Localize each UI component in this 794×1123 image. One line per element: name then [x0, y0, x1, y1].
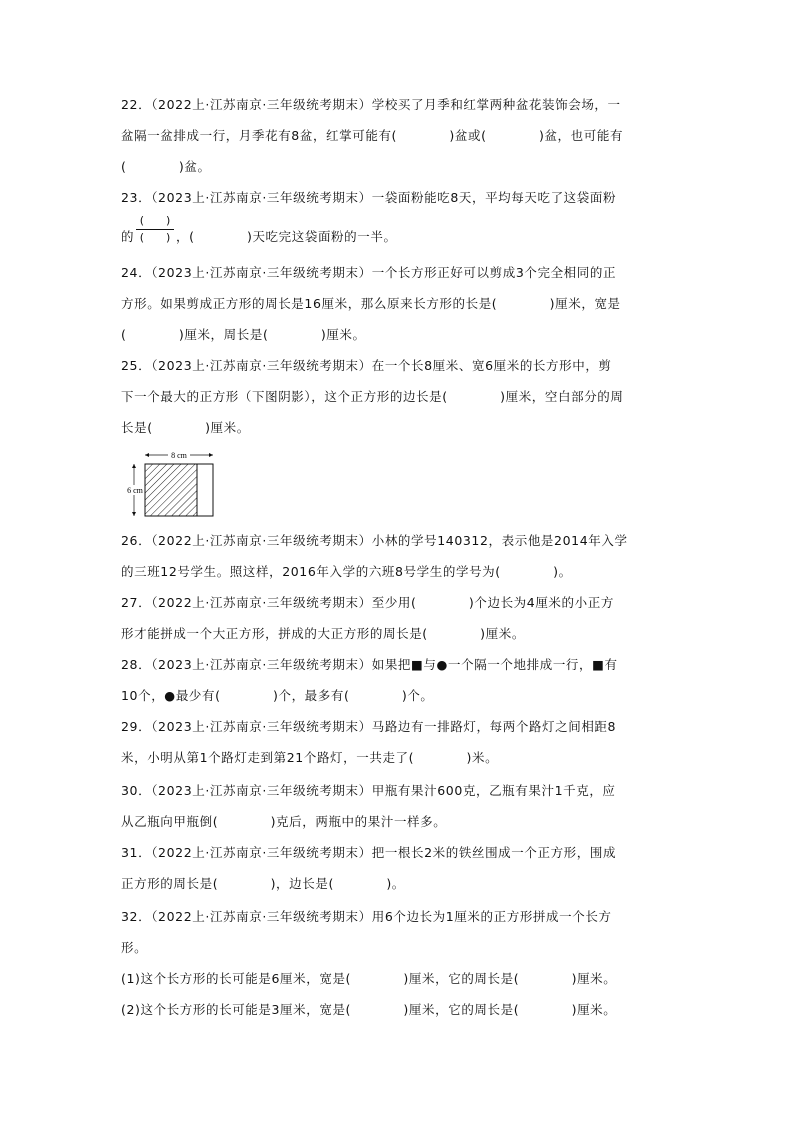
q23-fraction-bar: [136, 229, 174, 230]
q27-line-1: 27．（2022上·江苏南京·三年级统考期末）至少用( )个边长为4厘米的小正方: [121, 595, 614, 610]
q23-fraction: [136, 214, 174, 245]
q31-line-1: 31．（2022上·江苏南京·三年级统考期末）把一根长2米的铁丝围成一个正方形，围成: [121, 845, 617, 860]
q25-rectangle-figure: [124, 450, 219, 520]
q32-part-1: (1)这个长方形的长可能是6厘米，宽是( )厘米，它的周长是( )厘米。: [121, 971, 617, 986]
q31-line-2: 正方形的周长是( )，边长是( )。: [121, 876, 405, 891]
q26-line-1: 26．（2022上·江苏南京·三年级统考期末）小林的学号140312，表示他是2014年入学: [121, 533, 628, 548]
q24-line-1: 24．（2023上·江苏南京·三年级统考期末）一个长方形正好可以剪成3个完全相同的正: [121, 265, 617, 280]
q25-line-1: 25．（2023上·江苏南京·三年级统考期末）在一个长8厘米、宽6厘米的长方形中，剪: [121, 358, 612, 373]
q23-line-2-prefix: 的: [121, 229, 135, 244]
q27-line-2: 形才能拼成一个大正方形，拼成的大正方形的周长是( )厘米。: [121, 626, 525, 641]
q26-line-2: 的三班12号学生。照这样，2016年入学的六班8号学生的学号为( )。: [121, 564, 572, 579]
q22-line-2: 盆隔一盆排成一行，月季花有8盆，红掌可能有( )盆或( )盆，也可能有: [121, 128, 624, 143]
height-label: 6 cm: [127, 486, 143, 495]
width-arrow-left: [145, 453, 149, 457]
q25-line-3: 长是( )厘米。: [121, 420, 250, 435]
q22-line-3: ( )盆。: [121, 159, 211, 174]
q24-line-2: 方形。如果剪成正方形的周长是16厘米，那么原来长方形的长是( )厘米，宽是: [121, 296, 621, 311]
shaded-square: [145, 464, 197, 516]
q30-line-2: 从乙瓶向甲瓶倒( )克后，两瓶中的果汁一样多。: [121, 814, 447, 829]
q22-line-1: 22．（2022上·江苏南京·三年级统考期末）学校买了月季和红掌两种盆花装饰会场，一: [121, 97, 621, 112]
q29-line-2: 米，小明从第1个路灯走到第21个路灯，一共走了( )米。: [121, 750, 499, 765]
width-arrow-right: [209, 453, 213, 457]
q32-part-2: (2)这个长方形的长可能是3厘米，宽是( )厘米，它的周长是( )厘米。: [121, 1002, 617, 1017]
width-label: 8 cm: [171, 451, 187, 460]
q23-line-1: 23．（2023上·江苏南京·三年级统考期末）一袋面粉能吃8天，平均每天吃了这袋面粉: [121, 190, 617, 205]
q28-line-1: 28．（2023上·江苏南京·三年级统考期末）如果把■与●一个隔一个地排成一行，■有: [121, 657, 618, 672]
height-arrow-top: [132, 464, 136, 468]
q28-line-2: 10个，●最少有( )个，最多有( )个。: [121, 688, 434, 703]
q30-line-1: 30．（2023上·江苏南京·三年级统考期末）甲瓶有果汁600克，乙瓶有果汁1千克，应: [121, 783, 616, 798]
height-arrow-bottom: [132, 512, 136, 516]
q23-line-2-rest: ，( )天吃完这袋面粉的一半。: [176, 229, 397, 244]
q23-fraction-denominator: ( ): [139, 231, 171, 244]
q24-line-3: ( )厘米，周长是( )厘米。: [121, 327, 366, 342]
q32-line-1: 32．（2022上·江苏南京·三年级统考期末）用6个边长为1厘米的正方形拼成一个长方: [121, 909, 612, 924]
q25-line-2: 下一个最大的正方形（下图阴影），这个正方形的边长是( )厘米，空白部分的周: [121, 389, 624, 404]
q32-line-2: 形。: [121, 940, 148, 955]
q29-line-1: 29．（2023上·江苏南京·三年级统考期末）马路边有一排路灯，每两个路灯之间相距8: [121, 719, 617, 734]
q23-fraction-numerator: ( ): [139, 214, 171, 227]
